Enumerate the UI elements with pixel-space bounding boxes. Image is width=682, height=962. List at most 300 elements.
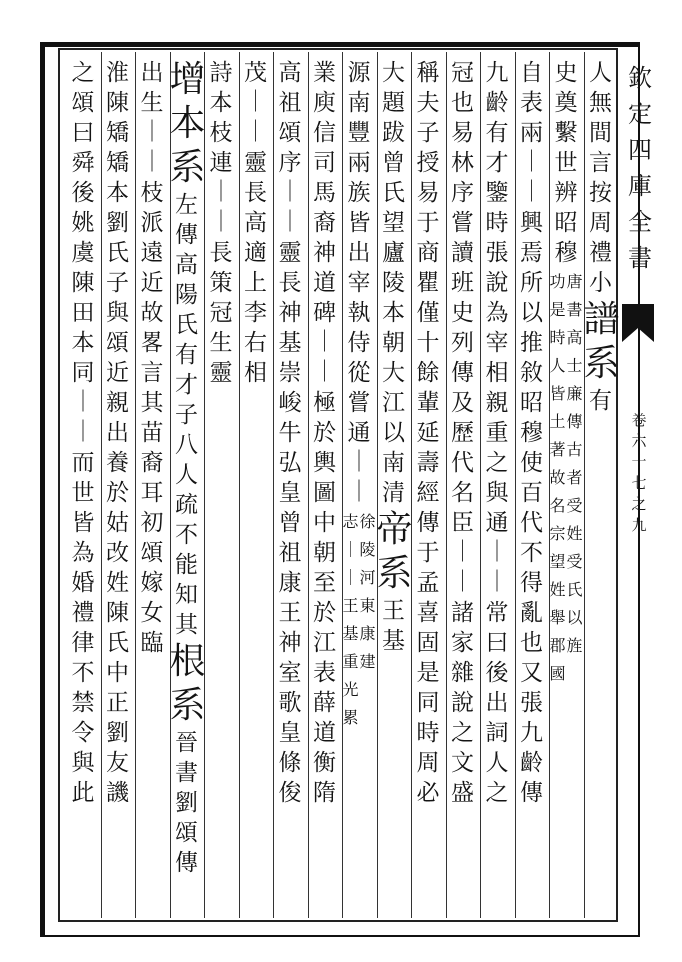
text-char: 俊 xyxy=(278,780,302,806)
text-char: 陳 xyxy=(71,270,95,296)
text-char: 豐 xyxy=(347,120,371,146)
text-char: 康 xyxy=(278,570,302,596)
text-char: 生 xyxy=(140,90,164,116)
text-char: 高 xyxy=(244,210,267,236)
text-char: 國 xyxy=(549,664,566,683)
text-char: 及 xyxy=(451,390,474,416)
text-char: 本 xyxy=(382,300,405,326)
text-char: 長 xyxy=(278,270,302,296)
text-char: ｜ xyxy=(278,210,301,235)
text-char: 嫁 xyxy=(140,570,164,596)
text-char: 婚 xyxy=(71,570,95,596)
text-char: 冠 xyxy=(209,300,233,326)
text-char: 張 xyxy=(485,240,509,266)
text-char: 說 xyxy=(451,690,474,716)
text-char: 廉 xyxy=(566,384,583,403)
text-char: 系 xyxy=(583,343,620,384)
text-char: 奠 xyxy=(554,90,578,116)
text-char: 曰 xyxy=(485,630,509,656)
text-char: 志 xyxy=(342,512,359,531)
text-char: 人 xyxy=(485,750,509,776)
text-char: 姓 xyxy=(566,524,583,543)
column-rule xyxy=(411,52,412,918)
text-char: 易 xyxy=(416,180,440,206)
text-char: 子 xyxy=(175,402,198,428)
text-char: 頌 xyxy=(175,820,198,846)
text-char: ｜ xyxy=(244,120,267,145)
text-char: 輩 xyxy=(416,390,440,416)
column-rule xyxy=(239,52,240,918)
text-char: 兩 xyxy=(520,120,543,146)
text-char: 瞿 xyxy=(416,270,440,296)
text-char: 使 xyxy=(520,450,543,476)
text-char: 雜 xyxy=(451,660,474,686)
text-char: 長 xyxy=(209,240,233,266)
text-char: 侍 xyxy=(347,330,371,356)
text-column-7 xyxy=(377,58,411,918)
text-char: 歌 xyxy=(278,690,302,716)
text-char: 有 xyxy=(485,120,509,146)
text-char: 于 xyxy=(416,540,440,566)
text-char: 受 xyxy=(566,552,583,571)
text-char: ｜ xyxy=(451,570,474,595)
text-char: 易 xyxy=(451,120,474,146)
text-char: 按 xyxy=(589,180,612,206)
text-char: 言 xyxy=(589,150,612,176)
text-char: 親 xyxy=(106,390,129,416)
text-char: 於 xyxy=(313,600,336,626)
text-char: 自 xyxy=(520,60,543,86)
text-char: 神 xyxy=(278,630,302,656)
text-char: 詩 xyxy=(209,60,233,86)
text-char: 徐 xyxy=(359,512,376,531)
text-char: 條 xyxy=(278,750,302,776)
text-char: 皇 xyxy=(278,480,302,506)
text-char: 著 xyxy=(549,440,566,459)
column-rule xyxy=(377,52,378,918)
text-char: 言 xyxy=(140,360,164,386)
text-char: 望 xyxy=(382,210,405,236)
text-char: 系 xyxy=(169,147,206,188)
text-char: 策 xyxy=(209,270,233,296)
text-char: 左 xyxy=(175,192,198,218)
text-char: 望 xyxy=(549,552,566,571)
text-char: 繫 xyxy=(554,120,578,146)
text-char: 大 xyxy=(382,360,405,386)
text-char: 與 xyxy=(106,300,129,326)
text-char: 神 xyxy=(313,240,336,266)
text-char: 皆 xyxy=(549,384,566,403)
text-column-6 xyxy=(411,58,445,918)
text-char: ｜ xyxy=(140,150,163,175)
text-char: 祖 xyxy=(278,540,302,566)
column-rule xyxy=(308,52,309,918)
text-char: 臨 xyxy=(140,630,164,656)
text-char: 基 xyxy=(382,628,405,654)
column-rule xyxy=(515,52,516,918)
text-char: 氏 xyxy=(106,240,129,266)
text-char: 詞 xyxy=(485,720,509,746)
annotation-double-line xyxy=(549,268,583,688)
text-char: 頌 xyxy=(278,120,302,146)
text-char: 必 xyxy=(416,780,440,806)
text-char: 碑 xyxy=(313,300,336,326)
text-char: 裔 xyxy=(313,210,336,236)
text-char: 推 xyxy=(520,330,543,356)
text-char: 輿 xyxy=(313,450,336,476)
text-char: 改 xyxy=(106,540,129,566)
text-char: 題 xyxy=(382,90,405,116)
text-char: 上 xyxy=(244,270,267,296)
text-char: 本 xyxy=(169,103,206,144)
text-char: 無 xyxy=(589,90,612,116)
text-char: 也 xyxy=(520,630,543,656)
text-char: 周 xyxy=(416,750,440,776)
text-char: 而 xyxy=(71,450,95,476)
book-title xyxy=(624,60,656,276)
text-char: 同 xyxy=(71,360,95,386)
text-char: 劉 xyxy=(106,720,129,746)
text-column-5 xyxy=(446,58,480,918)
text-char: 與 xyxy=(71,750,95,776)
text-char: 不 xyxy=(520,540,543,566)
text-char: 壽 xyxy=(416,450,440,476)
text-char: 傳 xyxy=(175,850,198,876)
text-char: 之 xyxy=(485,450,509,476)
text-char: 不 xyxy=(71,660,95,686)
text-char: 連 xyxy=(209,150,233,176)
column-rule xyxy=(584,52,585,918)
text-char: 禮 xyxy=(589,240,612,266)
text-char: ｜ xyxy=(209,210,232,235)
text-char: 耳 xyxy=(140,480,164,506)
text-char: 時 xyxy=(416,720,440,746)
annotation-subline xyxy=(359,508,376,732)
text-char: 江 xyxy=(382,390,405,416)
volume-char: 九 xyxy=(631,516,647,534)
volume-char: 卷 xyxy=(631,411,647,429)
text-char: 宰 xyxy=(485,330,509,356)
text-column-4 xyxy=(480,58,514,918)
text-char: ｜ xyxy=(313,360,336,385)
text-char: 家 xyxy=(451,630,474,656)
text-char: 李 xyxy=(244,300,267,326)
text-char: 靈 xyxy=(244,150,267,176)
text-char: 出 xyxy=(347,240,371,266)
text-column-1 xyxy=(584,58,618,918)
volume-char: 六 xyxy=(631,432,647,450)
volume-char: 十 xyxy=(631,453,647,471)
text-char: 累 xyxy=(342,708,359,727)
text-column-9 xyxy=(308,58,342,918)
text-char: 從 xyxy=(347,360,371,386)
text-char: 裔 xyxy=(140,450,164,476)
text-char: 郡 xyxy=(549,636,566,655)
text-char: 敘 xyxy=(520,360,543,386)
text-char: 峻 xyxy=(278,390,302,416)
text-char: 為 xyxy=(485,300,509,326)
text-char: 源 xyxy=(347,60,371,86)
text-char: 商 xyxy=(416,240,440,266)
text-char: 茂 xyxy=(244,60,267,86)
text-char: 世 xyxy=(71,480,95,506)
text-char: 僅 xyxy=(416,300,440,326)
text-char: 序 xyxy=(278,150,302,176)
annotation-subline xyxy=(549,268,566,688)
text-char: 人 xyxy=(549,356,566,375)
annotation-subline xyxy=(566,268,583,688)
text-char: 清 xyxy=(382,480,405,506)
text-char: 舉 xyxy=(549,608,566,627)
text-char: 正 xyxy=(106,690,129,716)
text-char: 頌 xyxy=(140,540,164,566)
text-char: 河 xyxy=(359,568,376,587)
text-char: 右 xyxy=(244,330,267,356)
text-char: 是 xyxy=(416,660,440,686)
text-char: 後 xyxy=(71,180,95,206)
text-char: 其 xyxy=(175,612,198,638)
text-char: 百 xyxy=(520,480,543,506)
text-char: 高 xyxy=(566,328,583,347)
text-char: 有 xyxy=(175,342,198,368)
text-char: 陽 xyxy=(175,282,198,308)
text-char: 室 xyxy=(278,660,302,686)
text-char: 歷 xyxy=(451,420,474,446)
text-char: 書 xyxy=(566,300,583,319)
text-char: 相 xyxy=(485,360,509,386)
text-char: ｜ xyxy=(342,568,359,587)
text-char: 旌 xyxy=(566,636,583,655)
text-char: 通 xyxy=(347,420,371,446)
text-char: 氏 xyxy=(106,630,129,656)
text-char: 親 xyxy=(485,390,509,416)
text-char: 時 xyxy=(485,210,509,236)
text-char: ｜ xyxy=(485,540,508,565)
text-char: 齡 xyxy=(485,90,509,116)
column-rule xyxy=(170,52,171,918)
text-char: 晉 xyxy=(175,730,198,756)
text-char: 間 xyxy=(589,120,612,146)
text-char: 之 xyxy=(485,780,509,806)
text-char: 子 xyxy=(416,120,440,146)
text-column-13 xyxy=(170,58,204,918)
text-char: ｜ xyxy=(313,330,336,355)
text-char: 姓 xyxy=(106,570,129,596)
text-column-14 xyxy=(135,58,169,918)
text-column-10 xyxy=(273,58,307,918)
text-column-12 xyxy=(204,58,238,918)
text-char: ｜ xyxy=(278,180,301,205)
text-char: 後 xyxy=(485,660,509,686)
text-char: ｜ xyxy=(140,120,163,145)
text-char: 陳 xyxy=(106,600,129,626)
text-char: 代 xyxy=(451,450,474,476)
text-char: 王 xyxy=(278,600,302,626)
text-char: 史 xyxy=(451,300,474,326)
text-char: 禮 xyxy=(71,600,95,626)
text-char: 同 xyxy=(416,690,440,716)
text-char: 頌 xyxy=(106,330,129,356)
text-char: 皆 xyxy=(71,510,95,536)
text-char: 夫 xyxy=(416,90,440,116)
text-char: 近 xyxy=(106,360,129,386)
text-char: ｜ xyxy=(209,180,232,205)
text-char: 曾 xyxy=(382,150,405,176)
text-char: 靈 xyxy=(209,360,233,386)
text-char: 出 xyxy=(140,60,164,86)
text-char: ｜ xyxy=(451,540,474,565)
text-char: 表 xyxy=(313,660,336,686)
text-char: 劉 xyxy=(106,210,129,236)
text-column-15 xyxy=(101,58,135,918)
title-char: 四 xyxy=(628,136,652,164)
text-char: 其 xyxy=(140,390,164,416)
column-rule xyxy=(101,52,102,918)
text-char: 姓 xyxy=(549,580,566,599)
text-char: ｜ xyxy=(347,450,370,475)
text-char: 讀 xyxy=(451,240,474,266)
text-char: ｜ xyxy=(71,420,94,445)
text-char: 信 xyxy=(313,120,336,146)
text-char: 班 xyxy=(451,270,474,296)
text-char: 宰 xyxy=(347,270,371,296)
text-char: 傳 xyxy=(175,222,198,248)
text-column-3 xyxy=(515,58,549,918)
text-char: 以 xyxy=(566,608,583,627)
text-char: 曰 xyxy=(71,120,95,146)
text-char: 周 xyxy=(589,210,612,236)
text-char: 適 xyxy=(244,240,267,266)
text-char: 亂 xyxy=(520,600,543,626)
text-char: 諸 xyxy=(451,600,474,626)
text-char: 是 xyxy=(549,300,566,319)
text-char: 衡 xyxy=(313,750,336,776)
text-char: 焉 xyxy=(520,240,543,266)
text-char: ｜ xyxy=(347,480,370,505)
text-char: 延 xyxy=(416,420,440,446)
text-char: 圖 xyxy=(313,480,336,506)
text-char: 知 xyxy=(175,582,198,608)
text-char: 頌 xyxy=(71,90,95,116)
text-char: 光 xyxy=(342,680,359,699)
text-char: 固 xyxy=(416,630,440,656)
text-char: 苗 xyxy=(140,420,164,446)
text-char: 姚 xyxy=(71,210,95,236)
column-rule xyxy=(273,52,274,918)
text-char: 鑒 xyxy=(485,180,509,206)
text-char: 重 xyxy=(485,420,509,446)
text-char: 枝 xyxy=(140,180,164,206)
text-char: 說 xyxy=(485,270,509,296)
text-char: 于 xyxy=(416,210,440,236)
text-char: 所 xyxy=(520,270,543,296)
text-char: 系 xyxy=(376,553,413,594)
text-char: 之 xyxy=(71,60,95,86)
text-char: 道 xyxy=(313,270,336,296)
text-char: 通 xyxy=(485,510,509,536)
text-char: 史 xyxy=(554,60,578,86)
text-char: 代 xyxy=(520,510,543,536)
text-char: 陵 xyxy=(359,540,376,559)
text-char: 中 xyxy=(313,510,336,536)
text-char: 名 xyxy=(549,496,566,515)
text-char: 傳 xyxy=(520,780,543,806)
text-char: 本 xyxy=(106,180,129,206)
text-char: 列 xyxy=(451,330,474,356)
text-char: 江 xyxy=(313,630,336,656)
text-char: 南 xyxy=(347,90,371,116)
text-char: 嘗 xyxy=(451,210,474,236)
text-char: 矯 xyxy=(106,150,129,176)
text-char: 朝 xyxy=(313,540,336,566)
text-char: 近 xyxy=(140,270,164,296)
text-char: 高 xyxy=(175,252,198,278)
text-char: 又 xyxy=(520,660,543,686)
text-char: 弘 xyxy=(278,450,302,476)
text-char: 之 xyxy=(451,720,474,746)
text-char: 祖 xyxy=(278,90,302,116)
text-char: 十 xyxy=(416,330,440,356)
text-char: 矯 xyxy=(106,120,129,146)
text-char: 譏 xyxy=(106,780,129,806)
text-char: 業 xyxy=(313,60,336,86)
text-char: 古 xyxy=(566,440,583,459)
text-char: 靈 xyxy=(278,240,302,266)
text-char: 基 xyxy=(342,624,359,643)
text-char: 氏 xyxy=(382,180,405,206)
title-char: 書 xyxy=(628,244,652,272)
text-char: 族 xyxy=(347,180,371,206)
text-char: 有 xyxy=(589,388,612,414)
text-char: 本 xyxy=(71,330,95,356)
title-char: 欽 xyxy=(628,64,652,92)
text-char: 皇 xyxy=(278,720,302,746)
text-char: 昭 xyxy=(520,390,543,416)
text-char: 高 xyxy=(278,60,302,86)
text-char: 世 xyxy=(554,150,578,176)
volume-label xyxy=(628,410,650,536)
text-char: 書 xyxy=(175,760,198,786)
text-char: 譜 xyxy=(583,299,620,340)
text-char: 令 xyxy=(71,720,95,746)
title-char: 全 xyxy=(628,208,652,236)
text-char: 舜 xyxy=(71,150,95,176)
text-char: 孟 xyxy=(416,570,440,596)
text-char: 不 xyxy=(175,522,198,548)
text-char: 九 xyxy=(485,60,509,86)
text-char: 子 xyxy=(106,270,129,296)
text-char: 於 xyxy=(313,420,336,446)
text-char: 田 xyxy=(71,300,95,326)
text-char: 隋 xyxy=(313,780,336,806)
text-char: 喜 xyxy=(416,600,440,626)
text-char: 與 xyxy=(485,480,509,506)
text-char: 臣 xyxy=(451,510,474,536)
text-char: 常 xyxy=(485,600,509,626)
text-char: 派 xyxy=(140,210,164,236)
text-char: 此 xyxy=(71,780,95,806)
text-char: 才 xyxy=(485,150,509,176)
text-char: 根 xyxy=(169,641,206,682)
text-char: 八 xyxy=(175,432,198,458)
text-char: 昭 xyxy=(554,210,578,236)
text-char: 遠 xyxy=(140,240,164,266)
text-char: 畧 xyxy=(140,330,164,356)
text-char: 餘 xyxy=(416,360,440,386)
text-char: 道 xyxy=(313,720,336,746)
title-char: 庫 xyxy=(628,172,652,200)
text-char: 王 xyxy=(342,596,359,615)
